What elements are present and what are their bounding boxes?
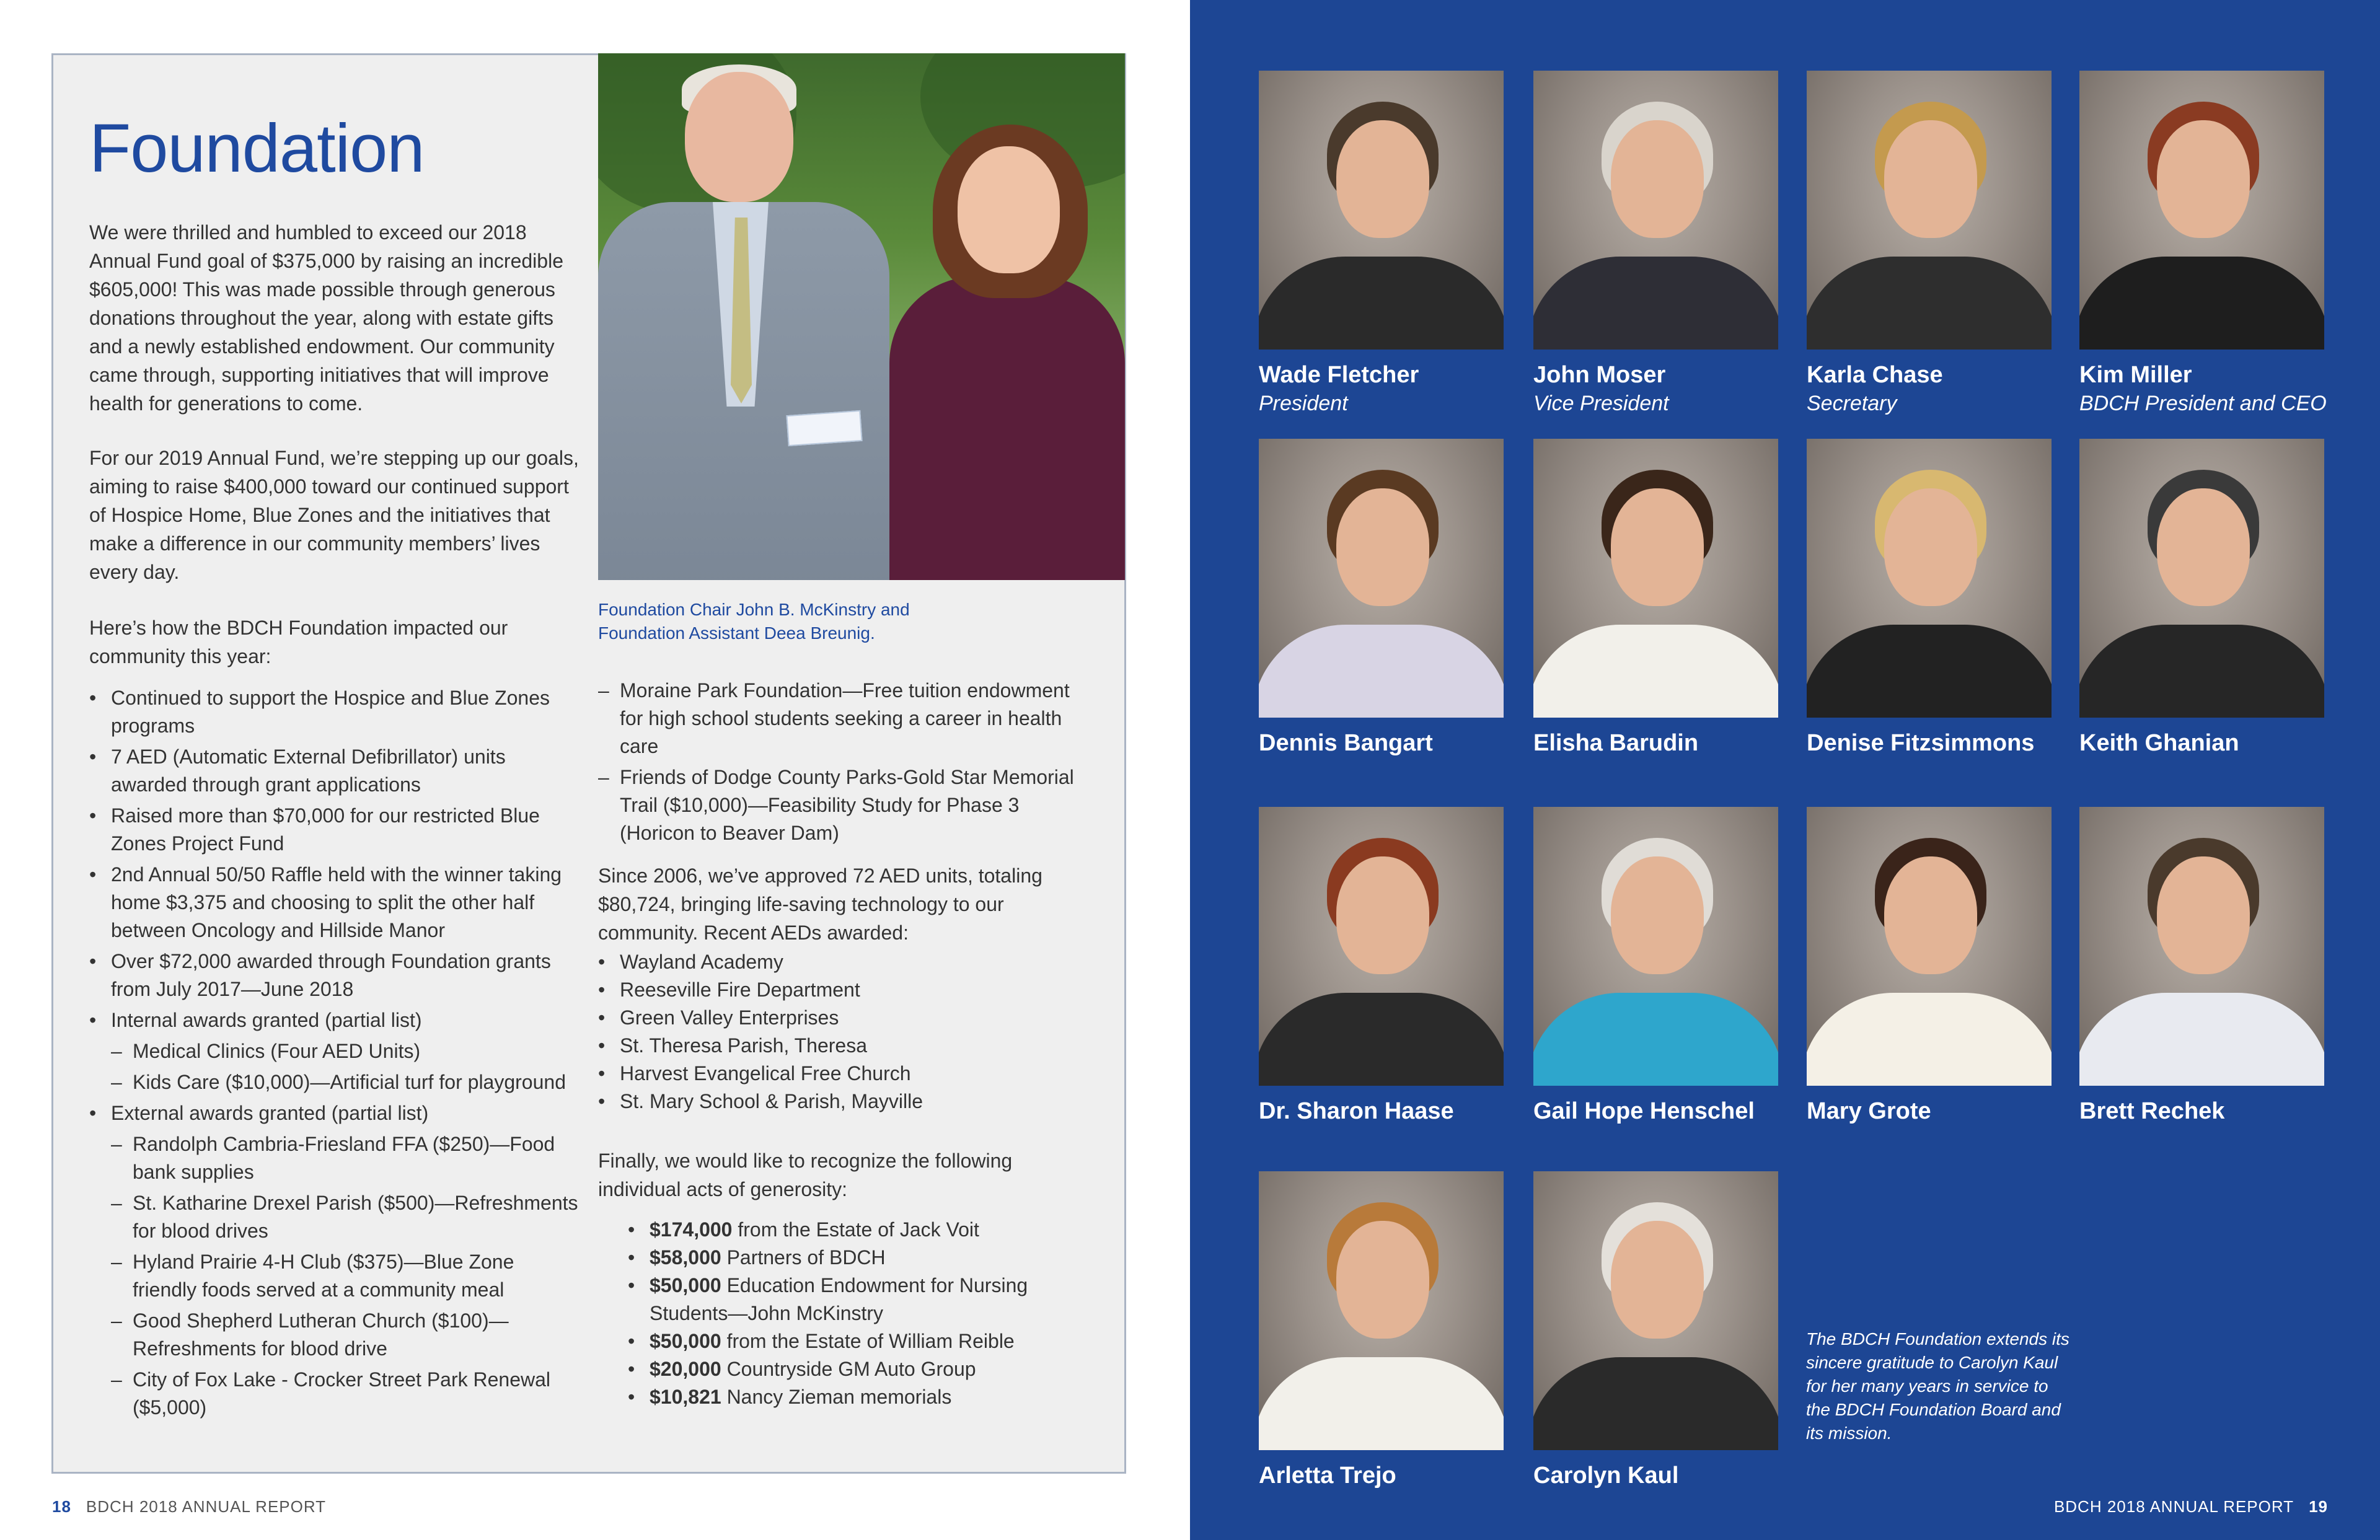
gift-description: from the Estate of William Reible <box>726 1330 1015 1352</box>
list-item: – Medical Clinics (Four AED Units) <box>89 1037 579 1065</box>
member-portrait <box>1533 807 1778 1086</box>
list-item: • External awards granted (partial list) <box>89 1099 579 1127</box>
impact-list-continued <box>598 677 1075 850</box>
foundation-photo <box>598 53 1125 580</box>
member-name: Keith Ghanian <box>2079 730 2239 756</box>
gift-description: Partners of BDCH <box>726 1246 886 1269</box>
member-portrait <box>2079 71 2324 350</box>
member-portrait <box>1259 1171 1504 1450</box>
list-item: • Over $72,000 awarded through Foundation grants from July 2017—June 2018 <box>89 948 579 1003</box>
goals-paragraph: For our 2019 Annual Fund, we’re stepping up our goals, aiming to raise $400,000 toward our continued support of Hospice Home, Blue Zones and the initiatives that make a difference in our community members’ lives every day. <box>89 447 579 583</box>
list-item: • Green Valley Enterprises <box>598 1004 1057 1032</box>
list-item: • 7 AED (Automatic External Defibrillator) units awarded through grant applications <box>89 743 579 799</box>
gift-description: from the Estate of Jack Voit <box>738 1218 979 1241</box>
impact-list <box>89 684 579 1425</box>
member-name: Kim Miller <box>2079 362 2192 388</box>
member-name: Dennis Bangart <box>1259 730 1433 756</box>
page-number: 18 <box>52 1497 71 1516</box>
impact-intro: Here’s how the BDCH Foundation impacted our community this year: <box>89 617 508 667</box>
member-name: Dr. Sharon Haase <box>1259 1098 1454 1124</box>
list-item: • 2nd Annual 50/50 Raffle held with the winner taking home $3,375 and choosing to split the other half between Oncology and Hillside Manor <box>89 861 579 944</box>
member-name: Brett Rechek <box>2079 1098 2225 1124</box>
member-name: Wade Fletcher <box>1259 362 1419 388</box>
gift-amount: $174,000 <box>650 1218 733 1241</box>
member-portrait <box>2079 439 2324 718</box>
member-role: President <box>1259 392 1348 415</box>
list-item: – City of Fox Lake - Crocker Street Park Renewal ($5,000) <box>89 1366 579 1422</box>
list-item: – Randolph Cambria-Friesland FFA ($250)—Food bank supplies <box>89 1130 579 1186</box>
gift-amount: $50,000 <box>650 1330 721 1352</box>
member-portrait <box>2079 807 2324 1086</box>
aed-paragraph: Since 2006, we’ve approved 72 AED units, totaling $80,724, bringing life-saving technology to our community. Recent AEDs awarded: <box>598 865 1042 944</box>
member-portrait <box>1533 439 1778 718</box>
list-item: • Harvest Evangelical Free Church <box>598 1060 1057 1088</box>
list-item: • Raised more than $70,000 for our restricted Blue Zones Project Fund <box>89 802 579 858</box>
list-item: • Continued to support the Hospice and Blue Zones programs <box>89 684 579 740</box>
member-role: Vice President <box>1533 392 1669 415</box>
gratitude-note: The BDCH Foundation extends its sincere gratitude to Carolyn Kaul for her many years in service to the BDCH Foundation Board and its mission. <box>1806 1329 2069 1443</box>
member-name: Denise Fitzsimmons <box>1807 730 2035 756</box>
gift-list <box>628 1216 1062 1411</box>
member-name: John Moser <box>1533 362 1666 388</box>
member-name: Carolyn Kaul <box>1533 1463 1679 1489</box>
list-item: – St. Katharine Drexel Parish ($500)—Refreshments for blood drives <box>89 1189 579 1245</box>
member-role: Secretary <box>1807 392 1897 415</box>
list-item: – Moraine Park Foundation—Free tuition endowment for high school students seeking a career in health care <box>598 677 1075 760</box>
member-portrait <box>1259 807 1504 1086</box>
gift-description: Countryside GM Auto Group <box>726 1358 976 1380</box>
page-number: 19 <box>2309 1497 2328 1516</box>
aed-list <box>598 948 1057 1115</box>
page-footer <box>52 1497 326 1516</box>
footer-text: BDCH 2018 ANNUAL REPORT <box>2053 1497 2294 1516</box>
footer-text: BDCH 2018 ANNUAL REPORT <box>86 1497 327 1516</box>
member-portrait <box>1807 71 2052 350</box>
member-portrait <box>1807 807 2052 1086</box>
gift-item <box>628 1244 1062 1272</box>
list-item: • Reeseville Fire Department <box>598 976 1057 1004</box>
member-portrait <box>1259 71 1504 350</box>
member-portrait <box>1533 71 1778 350</box>
list-item: • Internal awards granted (partial list) <box>89 1006 579 1034</box>
gift-item <box>628 1355 1062 1383</box>
member-name: Elisha Barudin <box>1533 730 1699 756</box>
list-item: – Friends of Dodge County Parks-Gold Star Memorial Trail ($10,000)—Feasibility Study for Phase 3 (Horicon to Beaver Dam) <box>598 763 1075 847</box>
member-name: Mary Grote <box>1807 1098 1931 1124</box>
member-name: Gail Hope Henschel <box>1533 1098 1755 1124</box>
list-item: • St. Mary School & Parish, Mayville <box>598 1088 1057 1115</box>
list-item: • St. Theresa Parish, Theresa <box>598 1032 1057 1060</box>
member-portrait <box>1807 439 2052 718</box>
member-portrait <box>1533 1171 1778 1450</box>
list-item: – Hyland Prairie 4-H Club ($375)—Blue Zone friendly foods served at a community meal <box>89 1248 579 1304</box>
member-name: Arletta Trejo <box>1259 1463 1396 1489</box>
gift-item <box>628 1216 1062 1244</box>
gift-amount: $10,821 <box>650 1386 721 1408</box>
gift-amount: $58,000 <box>650 1246 721 1269</box>
gift-item <box>628 1272 1062 1327</box>
generosity-intro: Finally, we would like to recognize the following individual acts of generosity: <box>598 1150 1013 1200</box>
member-name: Karla Chase <box>1807 362 1943 388</box>
page-title: Foundation <box>89 110 425 187</box>
gift-amount: $50,000 <box>650 1274 721 1296</box>
member-role: BDCH President and CEO <box>2079 392 2327 415</box>
page-footer <box>2054 1497 2328 1516</box>
member-portrait <box>1259 439 1504 718</box>
intro-paragraph: We were thrilled and humbled to exceed our 2018 Annual Fund goal of $375,000 by raising an incredible $605,000! This was made possible through generous donations throughout the year, along with estate gifts and a newly established endowment. Our community came through, supporting initiatives that will improve health for generations to come. <box>89 221 563 415</box>
list-item: – Kids Care ($10,000)—Artificial turf for playground <box>89 1068 579 1096</box>
list-item: • Wayland Academy <box>598 948 1057 976</box>
photo-caption: Foundation Chair John B. McKinstry and Foundation Assistant Deea Breunig. <box>598 600 910 643</box>
gift-item <box>628 1327 1062 1355</box>
list-item: – Good Shepherd Lutheran Church ($100)—Refreshments for blood drive <box>89 1307 579 1363</box>
gift-item <box>628 1383 1062 1411</box>
gift-amount: $20,000 <box>650 1358 721 1380</box>
gift-description: Education Endowment for Nursing Students—John McKinstry <box>650 1274 1028 1324</box>
gift-description: Nancy Zieman memorials <box>726 1386 952 1408</box>
